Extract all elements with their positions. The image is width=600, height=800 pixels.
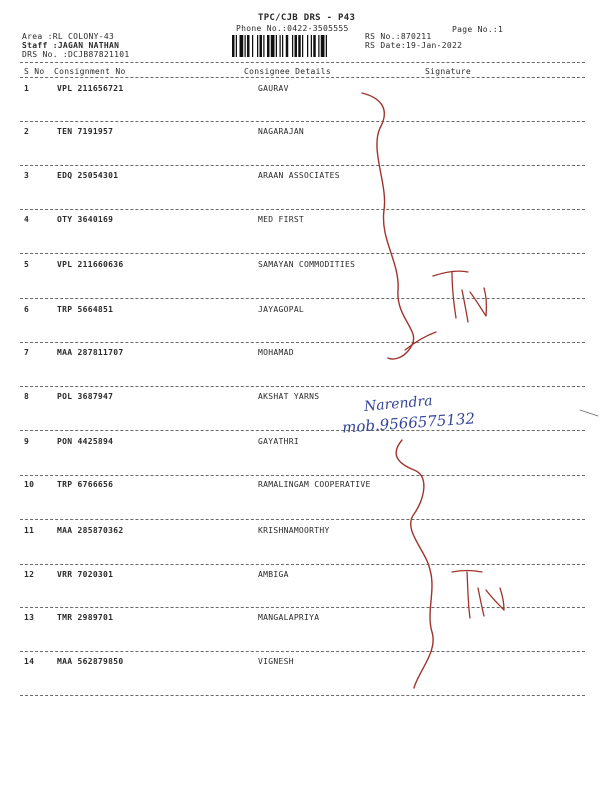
document-title: TPC/CJB DRS - P43 bbox=[258, 13, 356, 23]
barcode-bar bbox=[286, 35, 289, 57]
barcode-bar bbox=[245, 35, 246, 57]
row-sno: 5 bbox=[24, 260, 30, 269]
row-consignee: AKSHAT YARNS bbox=[258, 392, 320, 401]
row-divider bbox=[20, 121, 585, 122]
barcode-bar bbox=[313, 35, 316, 57]
row-divider bbox=[20, 651, 585, 652]
header-rule-bottom bbox=[20, 77, 585, 78]
row-consignment-no: VPL 211660636 bbox=[57, 260, 124, 269]
row-sno: 2 bbox=[24, 127, 30, 136]
drs-number: DRS No. :DCJB87821101 bbox=[22, 50, 130, 59]
barcode-bar bbox=[307, 35, 308, 57]
column-sno: S No bbox=[24, 67, 45, 76]
row-consignment-no: EDQ 25054301 bbox=[57, 171, 119, 180]
row-consignee: MED FIRST bbox=[258, 215, 305, 224]
row-sno: 11 bbox=[24, 526, 35, 535]
row-consignment-no: VRR 7020301 bbox=[57, 570, 114, 579]
barcode-bar bbox=[318, 35, 319, 57]
row-consignee: SAMAYAN COMMODITIES bbox=[258, 260, 356, 269]
row-consignee: VIGNESH bbox=[258, 657, 294, 666]
barcode-bar bbox=[260, 35, 263, 57]
handwritten-name: Narendra bbox=[363, 393, 434, 415]
barcode-bar bbox=[252, 35, 253, 57]
area-label: Area :RL COLONY-43 bbox=[22, 32, 115, 41]
rs-date: RS Date:19-Jan-2022 bbox=[365, 41, 463, 50]
row-divider bbox=[20, 386, 585, 387]
barcode-bar bbox=[271, 35, 275, 57]
barcode-bar bbox=[267, 35, 270, 57]
row-consignment-no: MAA 562879850 bbox=[57, 657, 124, 666]
row-consignment-no: TRP 5664851 bbox=[57, 305, 114, 314]
row-consignee: JAYAGOPAL bbox=[258, 305, 305, 314]
column-consignment: Consignment No bbox=[54, 67, 126, 76]
barcode-bar bbox=[326, 35, 327, 57]
row-consignment-no: VPL 211656721 bbox=[57, 84, 124, 93]
row-sno: 14 bbox=[24, 657, 35, 666]
row-consignment-no: PON 4425894 bbox=[57, 437, 114, 446]
handwritten-mobile: mob.9566575132 bbox=[341, 409, 476, 437]
barcode-bar bbox=[240, 35, 244, 57]
row-consignee: MOHAMAD bbox=[258, 348, 294, 357]
barcode-bar bbox=[302, 35, 303, 57]
row-sno: 8 bbox=[24, 392, 30, 401]
row-consignment-no: OTY 3640169 bbox=[57, 215, 114, 224]
row-consignment-no: MAA 285870362 bbox=[57, 526, 124, 535]
barcode-bar bbox=[232, 35, 235, 57]
row-consignee: ARAAN ASSOCIATES bbox=[258, 171, 340, 180]
barcode-bar bbox=[298, 35, 301, 57]
row-sno: 6 bbox=[24, 305, 30, 314]
row-sno: 10 bbox=[24, 480, 35, 489]
barcode-bar bbox=[257, 35, 258, 57]
row-consignee: MANGALAPRIYA bbox=[258, 613, 320, 622]
barcode-bar bbox=[263, 35, 264, 57]
barcode-bar bbox=[311, 35, 312, 57]
row-sno: 9 bbox=[24, 437, 30, 446]
row-divider bbox=[20, 298, 585, 299]
barcode-bar bbox=[247, 35, 250, 57]
row-divider bbox=[20, 607, 585, 608]
row-sno: 4 bbox=[24, 215, 30, 224]
staff-name: Staff :JAGAN NATHAN bbox=[22, 41, 120, 50]
row-consignee: GAURAV bbox=[258, 84, 289, 93]
brace-top-icon bbox=[362, 93, 414, 359]
row-sno: 3 bbox=[24, 171, 30, 180]
barcode-bar bbox=[292, 35, 293, 57]
row-consignment-no: TMR 2989701 bbox=[57, 613, 114, 622]
row-consignee: RAMALINGAM COOPERATIVE bbox=[258, 480, 371, 489]
row-divider bbox=[20, 209, 585, 210]
column-consignee: Consignee Details bbox=[244, 67, 331, 76]
row-divider bbox=[20, 695, 585, 696]
rs-number: RS No.:870211 bbox=[365, 32, 432, 41]
row-divider bbox=[20, 165, 585, 166]
column-signature: Signature bbox=[425, 67, 472, 76]
barcode-bar bbox=[280, 35, 281, 57]
barcode-bar bbox=[236, 35, 237, 57]
row-sno: 12 bbox=[24, 570, 35, 579]
row-divider bbox=[20, 430, 585, 431]
row-consignment-no: TEN 7191957 bbox=[57, 127, 114, 136]
row-consignment-no: POL 3687947 bbox=[57, 392, 114, 401]
header-rule-top bbox=[20, 62, 585, 63]
row-divider bbox=[20, 519, 585, 520]
row-consignee: KRISHNAMOORTHY bbox=[258, 526, 330, 535]
barcode-bar bbox=[295, 35, 298, 57]
barcode-bar bbox=[282, 35, 283, 57]
row-divider bbox=[20, 342, 585, 343]
page-number: Page No.:1 bbox=[452, 25, 504, 34]
barcode-bar bbox=[276, 35, 277, 57]
row-divider bbox=[20, 564, 585, 565]
row-sno: 7 bbox=[24, 348, 30, 357]
row-sno: 13 bbox=[24, 613, 35, 622]
barcode-bar bbox=[321, 35, 325, 57]
row-consignment-no: TRP 6766656 bbox=[57, 480, 114, 489]
row-consignee: AMBIGA bbox=[258, 570, 289, 579]
row-consignment-no: MAA 287811707 bbox=[57, 348, 124, 357]
row-consignee: NAGARAJAN bbox=[258, 127, 305, 136]
row-sno: 1 bbox=[24, 84, 30, 93]
row-divider bbox=[20, 475, 585, 476]
barcode-image bbox=[232, 35, 358, 57]
row-consignee: GAYATHRI bbox=[258, 437, 299, 446]
row-divider bbox=[20, 253, 585, 254]
phone-number: Phone No.:0422-3505555 bbox=[236, 24, 349, 33]
